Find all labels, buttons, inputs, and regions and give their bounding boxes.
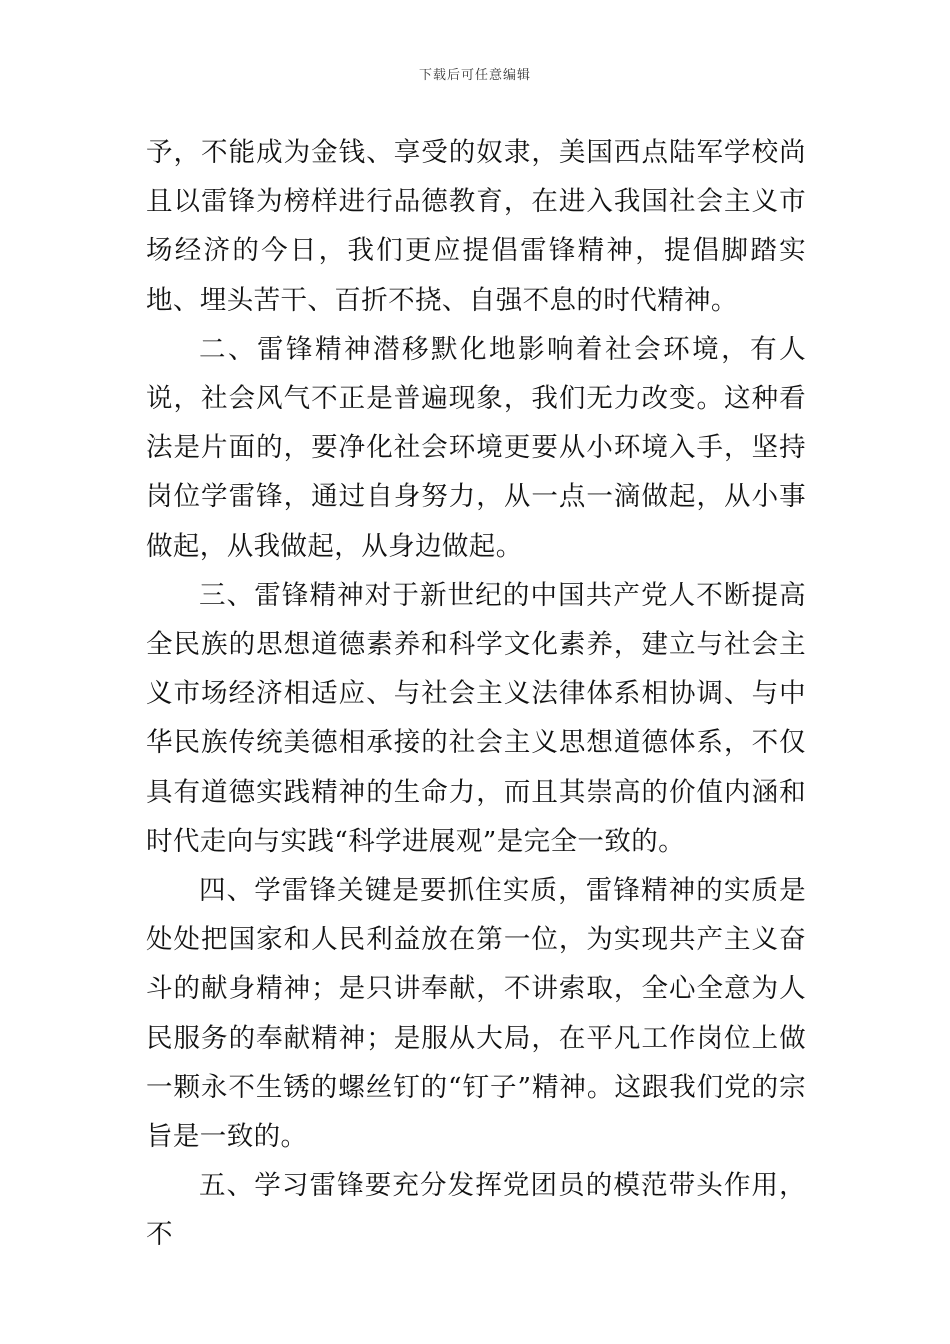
paragraph-continuation: 予，不能成为金钱、享受的奴隶，美国西点陆军学校尚且以雷锋为榜样进行品德教育，在进入我国社会主义市场经济的今日，我们更应提倡雷锋精神，提倡脚踏实地、埋头苦干、百折不挠、自强不息的时代精神。 [146,137,806,316]
page-header: 下载后可任意编辑 [418,68,531,83]
paragraph-point-two: 二、雷锋精神潜移默化地影响着社会环境，有人说，社会风气不正是普遍现象，我们无力改变。这种看法是片面的，要净化社会环境更要从小环境入手，坚持岗位学雷锋，通过自身努力，从一点一滴做起，从小事做起，从我做起，从身边做起。 [146,333,806,562]
paragraph-point-five: 五、学习雷锋要充分发挥党团员的模范带头作用，不 [146,1170,806,1251]
paragraph-point-four: 四、学雷锋关键是要抓住实质，雷锋精神的实质是处处把国家和人民利益放在第一位，为实现共产主义奋斗的献身精神；是只讲奉献，不讲索取，全心全意为人民服务的奉献精神；是服从大局，在平凡工作岗位上做一颗永不生锈的螺丝钉的“钉子”精神。这跟我们党的宗旨是一致的。 [146,875,806,1153]
paragraph-point-three: 三、雷锋精神对于新世纪的中国共产党人不断提高全民族的思想道德素养和科学文化素养，建立与社会主义市场经济相适应、与社会主义法律体系相协调、与中华民族传统美德相承接的社会主义思想道德体系，不仅具有道德实践精神的生命力，而且其崇高的价值内涵和时代走向与实践“科学进展观”是完全一致的。 [146,579,806,857]
document-body [146,128,806,1260]
